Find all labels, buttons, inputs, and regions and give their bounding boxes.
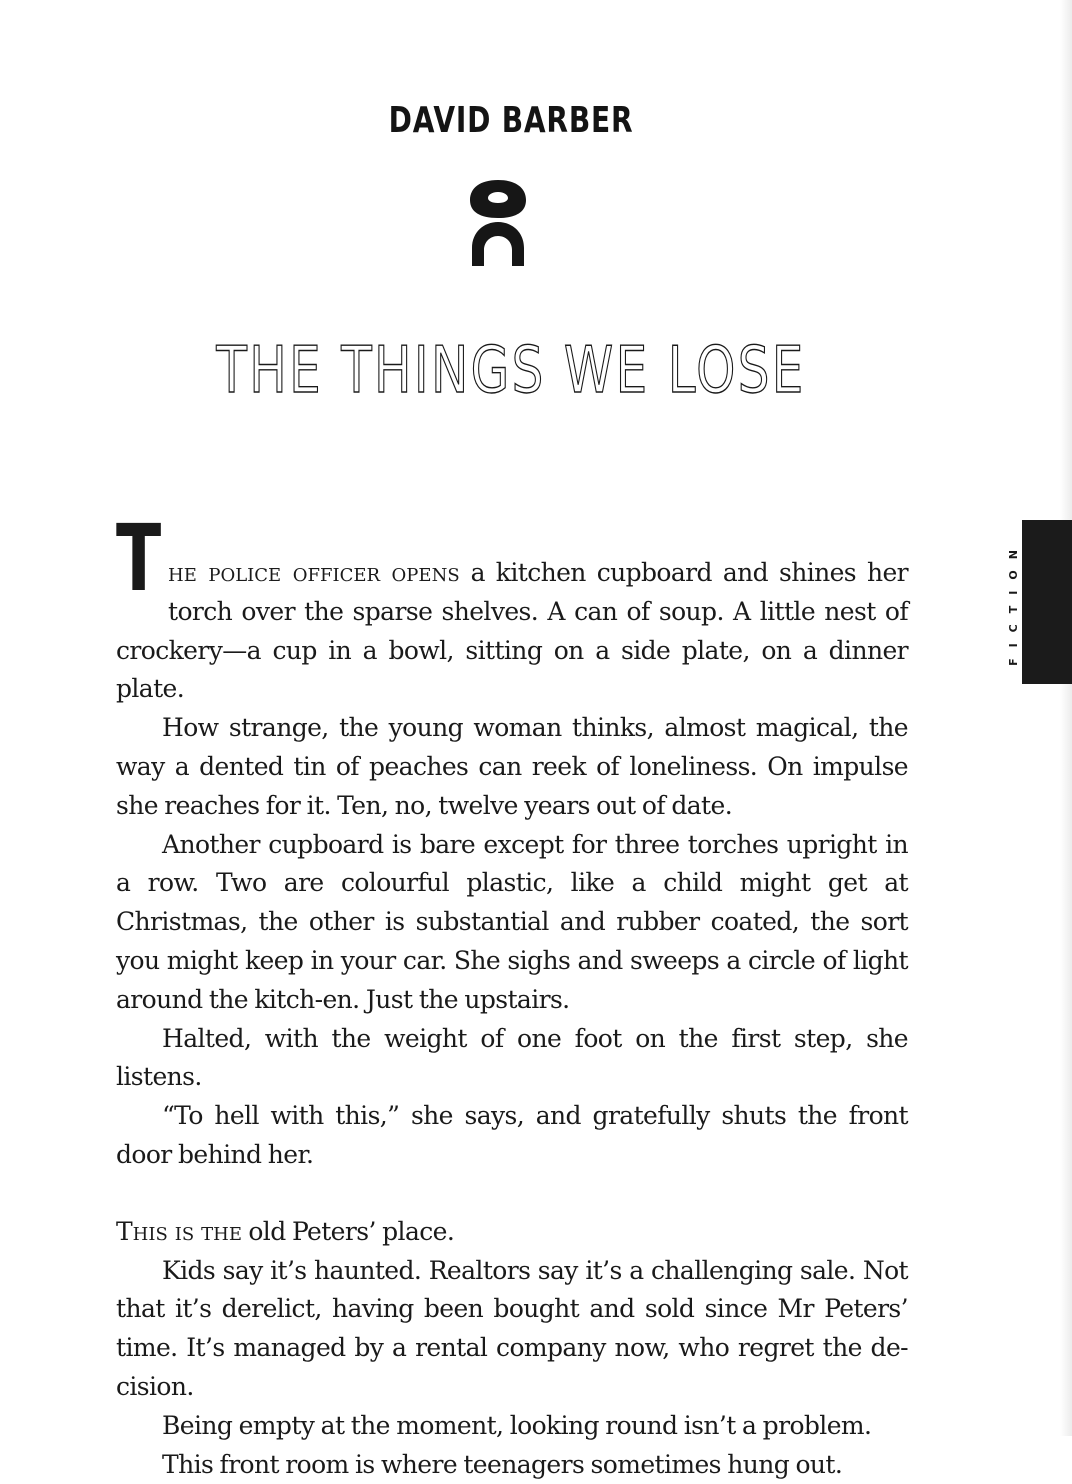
paragraph: Another cupboard is bare except for three torches upright in a row. Two are colourful plastic, like a child might get at Christmas, the other is substantial and rubber coated, the sort you might keep in your car. She sighs and sweeps a circle of light around the kitch-en. Just the upstairs. <box>116 829 908 1014</box>
figure-emblem-icon <box>466 176 530 268</box>
paragraph: How strange, the young woman thinks, almost magical, the way a dented tin of peaches can reek of loneliness. On impulse she reaches for it. Ten, no, twelve years out of date. <box>116 713 908 820</box>
lead-in-smallcaps: This is the <box>116 1216 242 1246</box>
section-label-text: FICTION <box>1006 538 1020 666</box>
paragraph: Halted, with the weight of one foot on the first step, she listens. <box>116 1023 908 1092</box>
page-edge-shadow <box>1060 0 1072 1436</box>
paragraph: This front room is where teenagers sometimes hung out. <box>162 1449 843 1479</box>
story-body <box>116 505 909 1484</box>
paragraph-text: a kitchen cupboard and shines her torch over the sparse shelves. A can of soup. A little nest of crockery—a cup in a bowl, sitting on a side plate, on a dinner plate. <box>116 558 909 704</box>
paragraph: Being empty at the moment, looking round isn’t a problem. <box>162 1410 872 1440</box>
paragraph <box>116 505 909 709</box>
story-title: THE THINGS WE LOSE <box>216 334 806 408</box>
author-name: DAVID BARBER <box>388 100 634 141</box>
paragraph: Kids say it’s haunted. Realtors say it’s a challenging sale. Not that it’s derelict, having been bought and sold since Mr Peters’ time. It’s managed by a rental company now, who regret the de-cision. <box>116 1255 908 1401</box>
section-label <box>1006 526 1020 678</box>
lead-in-smallcaps: he police officer opens <box>168 558 460 587</box>
paragraph-text: old Peters’ place. <box>242 1216 455 1246</box>
section-tab <box>1022 520 1072 684</box>
paragraph <box>116 1213 908 1252</box>
drop-cap: T <box>116 505 161 612</box>
paragraph: “To hell with this,” she says, and gratefully shuts the front door behind her. <box>116 1101 908 1169</box>
